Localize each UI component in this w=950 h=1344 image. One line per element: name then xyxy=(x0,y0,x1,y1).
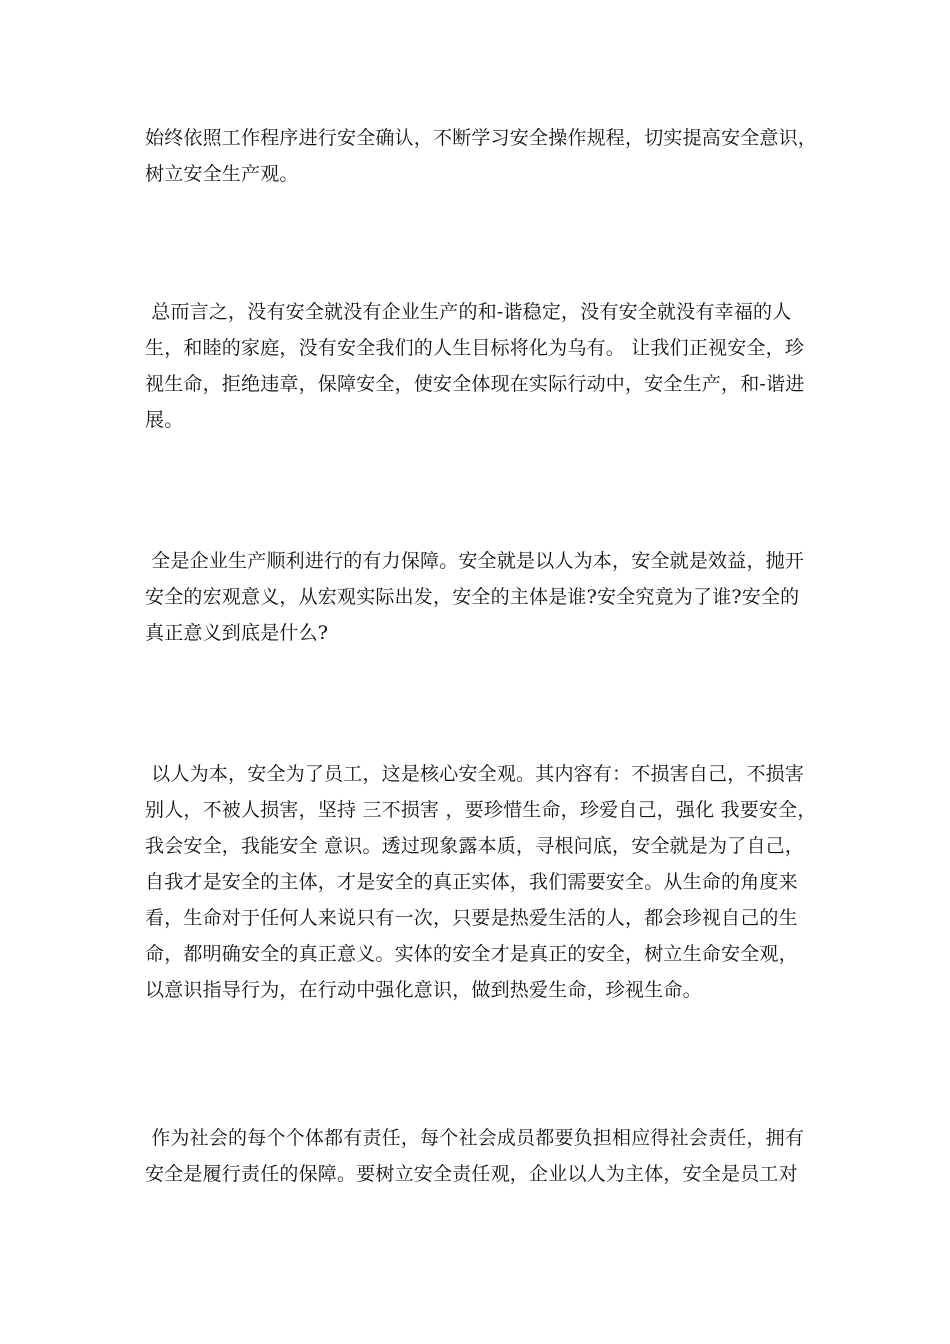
text-line: 作为社会的每个个体都有责任，每个社会成员都要负担相应得社会责任，拥有 xyxy=(145,1127,805,1149)
text-line: 总而言之，没有安全就没有企业生产的和-谐稳定，没有安全就没有幸福的人 xyxy=(145,301,792,323)
paragraph-safety-confirmation xyxy=(145,120,825,192)
text-line: 以人为本，安全为了员工，这是核心安全观。其内容有：不损害自己，不损害 xyxy=(145,763,805,785)
text-line: 看，生命对于任何人来说只有一次，只要是热爱生活的人，都会珍视自己的生 xyxy=(145,907,798,929)
text-line: 真正意义到底是什么? xyxy=(145,622,329,644)
paragraph-people-oriented xyxy=(145,756,825,1008)
text-line: 安全的宏观意义，从宏观实际出发，安全的主体是谁?安全究竟为了谁?安全的 xyxy=(145,586,800,608)
text-line: 安全是履行责任的保障。要树立安全责任观，企业以人为主体，安全是员工对 xyxy=(145,1163,798,1185)
text-line: 以意识指导行为，在行动中强化意识，做到热爱生命，珍视生命。 xyxy=(145,979,702,1001)
text-line: 始终依照工作程序进行安全确认，不断学习安全操作规程，切实提高安全意识， xyxy=(145,127,818,149)
text-line: 命，都明确安全的真正意义。实体的安全才是真正的安全，树立生命安全观， xyxy=(145,943,798,965)
text-line: 别人，不被人损害，坚持 三不损害 ，要珍惜生命，珍爱自己，强化 我要安全， xyxy=(145,799,817,821)
text-line: 展。 xyxy=(145,409,184,431)
text-line: 视生命，拒绝违章，保障安全，使安全体现在实际行动中，安全生产，和-谐进 xyxy=(145,373,805,395)
text-line: 全是企业生产顺利进行的有力保障。安全就是以人为本，安全就是效益，抛开 xyxy=(145,550,805,572)
text-line: 生，和睦的家庭，没有安全我们的人生目标将化为乌有。 让我们正视安全，珍 xyxy=(145,337,805,359)
text-line: 自我才是安全的主体，才是安全的真正实体，我们需要安全。从生命的角度来 xyxy=(145,871,798,893)
text-line: 我会安全，我能安全 意识。透过现象露本质，寻根问底，安全就是为了自己， xyxy=(145,835,805,857)
text-line: 树立安全生产观。 xyxy=(145,163,299,185)
paragraph-conclusion xyxy=(145,294,825,438)
paragraph-social-responsibility xyxy=(145,1120,825,1192)
paragraph-safety-guarantee xyxy=(145,543,825,651)
